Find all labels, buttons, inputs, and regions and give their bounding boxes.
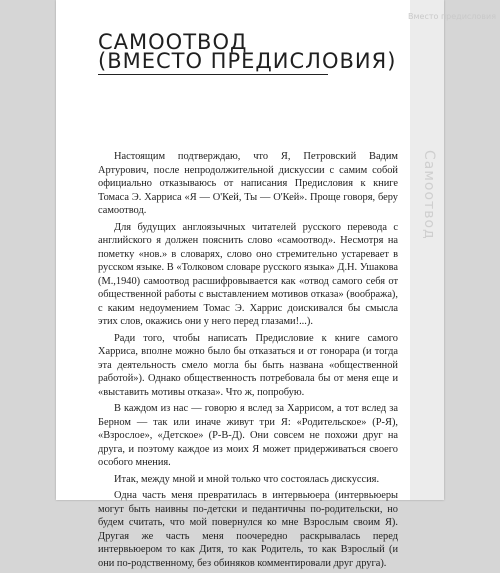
adjacent-page-text: Вместо предисловия: [408, 12, 497, 21]
chapter-subtitle: (ВМЕСТО ПРЕДИСЛОВИЯ): [98, 49, 397, 73]
book-page: [56, 0, 497, 569]
paragraph: Настоящим подтверждаю, что Я, Петровский Вадим Артурович, после непродолжительной дискуссии с самим собой официально отказываюсь от написания Предисловия к книге Томаса Э. Харриса «Я — О'Кей, Ты — О'Кей». Проще говоря, беру самоотвод.: [98, 151, 398, 216]
body-text: [98, 150, 398, 573]
paragraph: Итак, между мной и мной только что состоялась дискуссия.: [114, 473, 380, 485]
title-underline: [98, 74, 328, 75]
adjacent-page-vertical-text: Самоотвод: [421, 150, 437, 240]
paragraph: В каждом из нас — говорю я вслед за Харрисом, а тот вслед за Берном — так или иначе живут три Я: «Родительское» (Р-Я), «Взрослое», «Детское» (Р-В-Д). Они совсем не похожи друг на друга, и поэтому каждое из моих Я может придерживаться своего особого мнения.: [98, 403, 398, 468]
adjacent-page-edge: [408, 0, 497, 500]
paragraph: Одна часть меня превратилась в интервьюера (интервьюеры могут быть наивны по-детски и педантичны по-родительски, но будем считать, что мой повернулся ко мне Взрослым своим Я). Другая же часть меня поочередно раскрывалась перед интервьюером то как Дитя, то как Родитель, то как Взрослый (и они по-родственному, без обиняков комментировали друг друга).: [98, 490, 398, 569]
paragraph: Ради того, чтобы написать Предисловие к книге самого Харриса, вполне можно было бы отказаться и от гонорара (и тогда эта деятельность смело могла бы быть названа «общественной работой»). Однако общественность потребовала бы от меня еще и «выставить мотивы отказа». Что ж, попробую.: [98, 332, 398, 398]
paragraph: Для будущих англоязычных читателей русского перевода с английского я должен пояснить слово «самоотвод». Несмотря на пометку «нов.» в словарях, слово оно стремительно устаревает в русском языке. В «Толковом словаре русского языка» Д.Н. Ушакова (М.,1940) самоотвод расшифровывается как «отвод самого себя от общественной работы с выставлением мотивов отказа» (вообража), с каким недоумением Томас Э. Харрис доискивался бы смысла этих слов, окажись они у него перед глазами!...).: [98, 221, 398, 327]
chapter-title: САМООТВОД: [98, 30, 248, 54]
